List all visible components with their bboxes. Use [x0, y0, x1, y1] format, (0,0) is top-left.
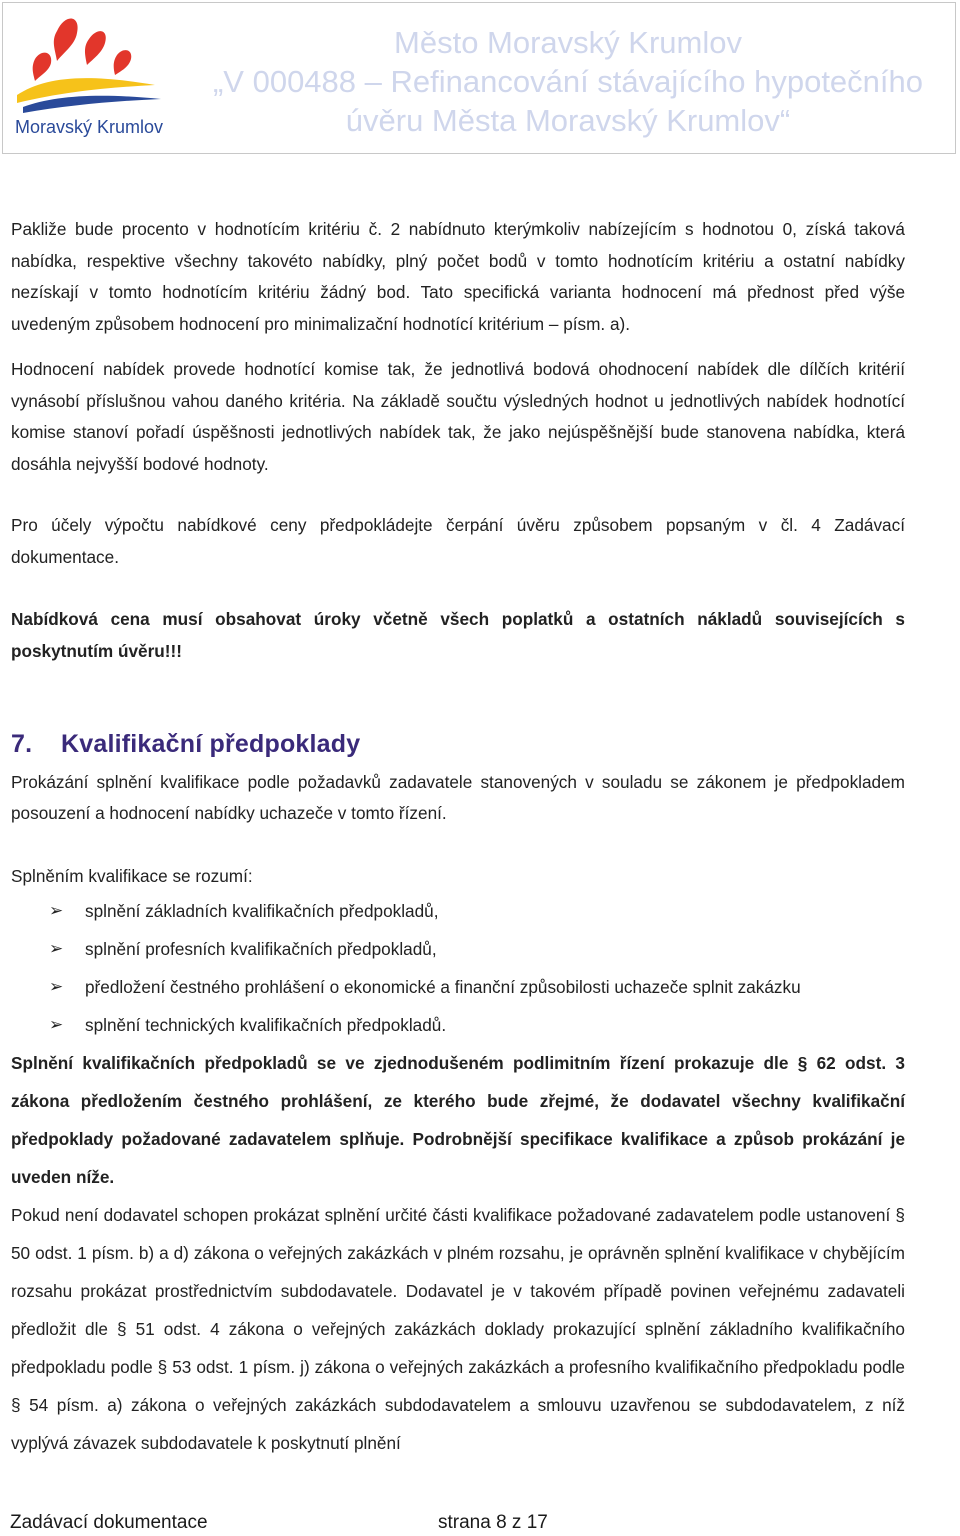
section-title: Kvalifikační předpoklady: [61, 730, 361, 758]
arrowhead-bullet-icon: ➢: [49, 1015, 64, 1034]
page-number: strana 8 z 17: [438, 1512, 548, 1533]
paragraph-evaluation: Hodnocení nabídek provede hodnotící komise tak, že jednotlivá bodová ohodnocení nabídek dle dílčích kritérií vynásobí příslušnou vahou daného kritéria. Na základě součtu výsledných hodnot u jednotlivých nabídek hodnotící komise stanoví pořadí úspěšnosti jednotlivých nabídek tak, že jako nejúspěšnější bude stanovena nabídka, která dosáhla nejvyšší bodové hodnoty.: [11, 359, 905, 474]
paragraph-zero-value-rule: Pakliže bude procento v hodnotícím kritériu č. 2 nabídnuto kterýmkoliv nabízejícím s hodnotou 0, získá taková nabídka, respektive všechny takovéto nabídky, plný počet bodů v tomto hodnotícím kritériu a ostatní nabídky nezískají v tomto hodnotícím kritériu žádný bod. Tato specifická varianta hodnocení má přednost před výše uvedeným způsobem hodnocení pro minimalizační hodnotící kritérium – písm. a).: [11, 219, 905, 334]
paragraph-price-calculation: Pro účely výpočtu nabídkové ceny předpokládejte čerpání úvěru způsobem popsaným v čl. 4 Zadávací dokumentace.: [11, 515, 905, 567]
arrowhead-bullet-icon: ➢: [49, 939, 64, 958]
document-body: [11, 214, 905, 1462]
title-line-2: „V 000488 – Refinancování stávajícího hypotečního: [212, 64, 924, 99]
section-number: 7.: [11, 730, 33, 758]
title-line-3: úvěru Města Moravský Krumlov“: [345, 103, 791, 138]
list-item: ➢ splnění profesních kvalifikačních předpokladů,: [11, 930, 905, 968]
paragraph-simplified-procedure: Splnění kvalifikačních předpokladů se ve zjednodušeném podlimitním řízení prokazuje dle § 62 odst. 3 zákona předložením čestného prohlášení, ze kterého bude zřejmé, že dodavatel všechny kvalifikační předpoklady požadované zadavatelem splňuje. Podrobnější specifikace kvalifikace a způsob prokázání je uveden níže.: [11, 1053, 905, 1187]
qualification-list: [11, 892, 905, 1044]
title-line-1: Město Moravský Krumlov: [394, 25, 742, 60]
document-title: [183, 23, 953, 140]
paragraph-subcontractor: Pokud není dodavatel schopen prokázat splnění určité části kvalifikace požadované zadavatelem podle ustanovení § 50 odst. 1 písm. b) a d) zákona o veřejných zakázkách v plném rozsahu, je oprávněn splnění kvalifikace v chybějícím rozsahu prokázat prostřednictvím subdodavatele. Dodavatel je v takovém případě povinen veřejnému zadavateli předložit dle § 51 odst. 4 zákona o veřejných zakázkách doklady prokazující splnění základního kvalifikačního předpokladu podle § 53 odst. 1 písm. j) zákona o veřejných zakázkách a profesního kvalifikačního předpokladu podle § 54 písm. a) zákona o veřejných zakázkách subdodavatelem a smlouvu uzavřenou se subdodavatelem, z níž vyplývá závazek subdodavatele k poskytnutí plnění: [11, 1205, 905, 1453]
moravsky-krumlov-logo-icon: [5, 11, 173, 115]
arrowhead-bullet-icon: ➢: [49, 977, 64, 996]
list-item: ➢ splnění základních kvalifikačních předpokladů,: [11, 892, 905, 930]
list-item: ➢ splnění technických kvalifikačních předpokladů.: [11, 1006, 905, 1044]
page-header: [2, 2, 956, 154]
paragraph-qualification-list-intro: Splněním kvalifikace se rozumí:: [11, 865, 253, 886]
town-logo: [5, 11, 173, 141]
footer-document-name: Zadávací dokumentace: [10, 1512, 208, 1533]
paragraph-price-requirement: Nabídková cena musí obsahovat úroky včetně všech poplatků a ostatních nákladů souvisejících s poskytnutím úvěru!!!: [11, 609, 905, 661]
page-footer: [10, 1506, 910, 1534]
logo-caption: Moravský Krumlov: [14, 117, 164, 137]
section-heading: [11, 729, 905, 761]
list-item: ➢ předložení čestného prohlášení o ekonomické a finanční způsobilosti uchazeče splnit zakázku: [11, 968, 905, 1006]
arrowhead-bullet-icon: ➢: [49, 901, 64, 920]
paragraph-qualification-intro: Prokázání splnění kvalifikace podle požadavků zadavatele stanovených v souladu se zákonem je předpokladem posouzení a hodnocení nabídky uchazeče v tomto řízení.: [11, 771, 905, 823]
